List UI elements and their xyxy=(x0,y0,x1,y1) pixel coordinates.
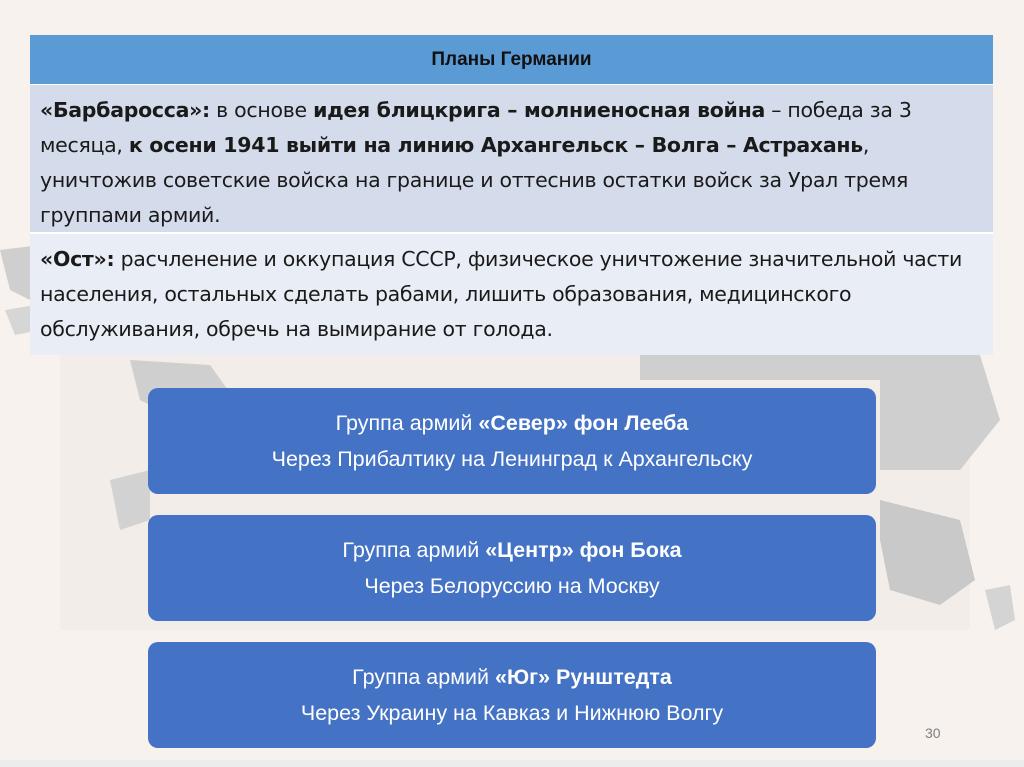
army-group-north-prefix: Группа армий xyxy=(335,411,479,435)
army-group-south-box xyxy=(148,642,876,748)
plans-table xyxy=(30,35,993,355)
ost-title: «Ост»: xyxy=(40,247,115,271)
army-group-south-title xyxy=(148,660,876,694)
army-group-north-box xyxy=(148,388,876,494)
ost-plan-row xyxy=(30,234,993,355)
army-group-south-name: «Юг» Рунштедта xyxy=(494,665,672,689)
barbarossa-title: «Барбаросса»: xyxy=(40,98,210,122)
table-header: Планы Германии xyxy=(30,35,993,85)
barbarossa-text-3: , уничтожив советские войска на границе и оттеснив остатки войск за Урал тремя группами армий. xyxy=(40,133,909,227)
barbarossa-plan-row xyxy=(30,85,993,234)
barbarossa-bold-1: идея блицкрига – молниеносная война xyxy=(313,98,765,122)
barbarossa-bold-2: к осени 1941 выйти на линию Архангельск – Волга – Астрахань xyxy=(128,133,863,157)
army-group-center-route: Через Белоруссию на Москву xyxy=(364,574,660,598)
army-group-center-prefix: Группа армий xyxy=(342,538,486,562)
army-group-center-box xyxy=(148,515,876,621)
army-group-north-title xyxy=(148,406,876,440)
barbarossa-text-2: – победа за 3 месяца, xyxy=(40,98,912,157)
army-group-center-name: «Центр» фон Бока xyxy=(485,538,682,562)
army-group-north-name: «Север» фон Лееба xyxy=(478,411,689,435)
army-group-north-route: Через Прибалтику на Ленинград к Архангельску xyxy=(271,447,753,471)
army-group-south-prefix: Группа армий xyxy=(352,665,495,689)
barbarossa-text-1: в основе xyxy=(209,98,314,122)
ost-text: расчленение и оккупация СССР, физическое уничтожение значительной части населения, остальных сделать рабами, лишить образования, медицинского обслуживания, обречь на вымирание от голода. xyxy=(40,247,963,341)
army-group-south-route: Через Украину на Кавказ и Нижнюю Волгу xyxy=(300,701,724,725)
page-number: 30 xyxy=(925,725,941,741)
army-group-center-title xyxy=(148,533,876,567)
